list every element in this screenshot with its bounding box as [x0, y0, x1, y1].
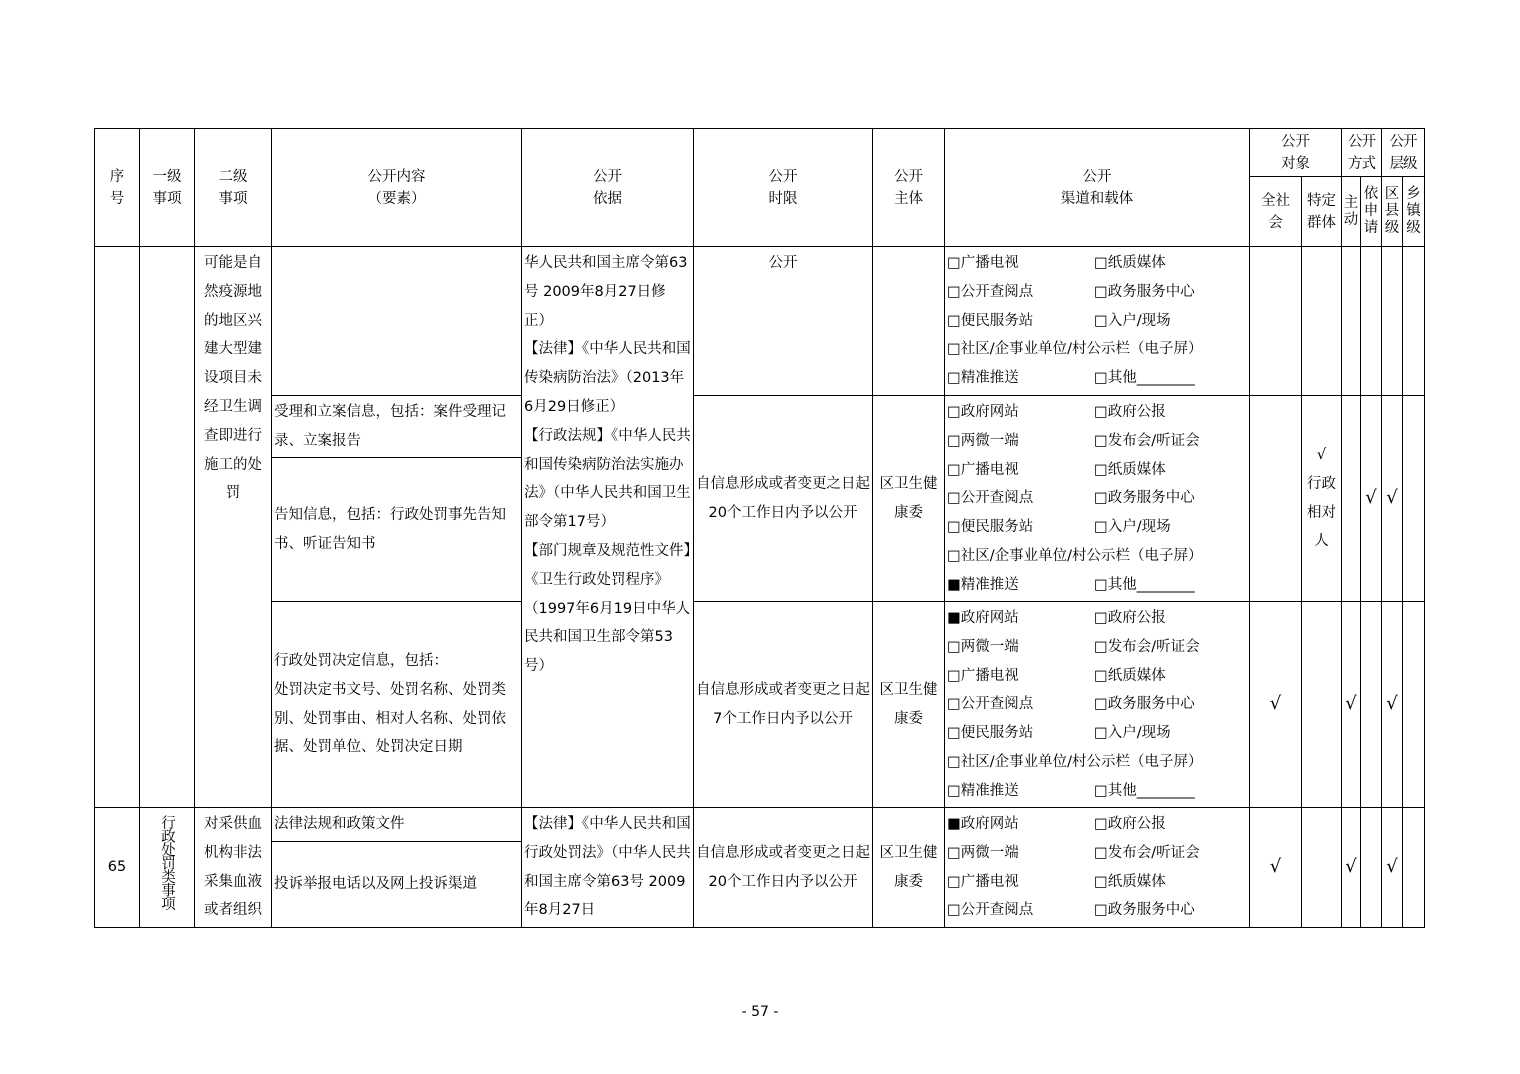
channel-option: □入户/现场 [1094, 519, 1171, 536]
subject-cell: 区卫生健康委 [873, 602, 945, 808]
tier-town-cell [1403, 602, 1425, 808]
channel-option-row [947, 868, 1247, 897]
content-cell: 投诉举报电话以及网上投诉渠道 [272, 842, 522, 928]
target-specific-cell [1302, 808, 1342, 928]
channel-option-row [947, 307, 1247, 336]
channel-option-row [947, 633, 1247, 662]
header-level2: 二级 事项 [195, 129, 272, 247]
mode-active-check: √ [1342, 808, 1361, 928]
channel-option: □发布会/听证会 [1094, 432, 1200, 449]
channel-option-row [947, 456, 1247, 485]
disclosure-table [94, 128, 1425, 928]
channel-option-row [947, 810, 1247, 839]
channel-option: □政务服务中心 [1094, 902, 1195, 919]
content-cell: 受理和立案信息，包括：案件受理记录、立案报告 [272, 396, 522, 458]
channel-option-row [947, 719, 1247, 748]
channel-option: □发布会/听证会 [1094, 638, 1200, 655]
channel-option: ■政府网站 [947, 610, 1019, 626]
channel-option: □入户/现场 [1094, 312, 1171, 329]
channel-option: □政务服务中心 [1094, 490, 1195, 507]
channel-option-row [947, 542, 1247, 571]
channel-option: □广播电视 [947, 255, 1019, 271]
target-specific-cell: √ 行政 相对 人 [1302, 396, 1342, 602]
seq-cell [95, 247, 140, 808]
header-tier-town: 乡 镇 级 [1403, 177, 1425, 247]
subject-cell [873, 247, 945, 396]
channel-option: □社区/企事业单位/村公示栏（电子屏） [947, 753, 1203, 770]
channel-option-row [947, 604, 1247, 633]
channel-option-row [947, 777, 1247, 806]
limit-cell: 公开 [694, 247, 873, 396]
target-specific-cell [1302, 602, 1342, 808]
channel-option: □政府公报 [1094, 816, 1166, 832]
tier-town-cell [1403, 396, 1425, 602]
level2-cell: 对采供血机构非法采集血液或者组织 [195, 808, 272, 928]
channel-option: □公开查阅点 [947, 490, 1034, 507]
subject-cell: 区卫生健康委 [873, 396, 945, 602]
level1-cell [140, 808, 195, 928]
channel-option: □广播电视 [947, 873, 1019, 890]
channel-option: □纸质媒体 [1094, 255, 1166, 271]
channel-option: ■精准推送 [947, 576, 1019, 593]
target-all-cell [1250, 247, 1302, 396]
channel-cell [945, 602, 1250, 808]
mode-active-cell [1342, 247, 1361, 396]
target-all-cell [1250, 396, 1302, 602]
channel-option: □社区/企事业单位/村公示栏（电子屏） [947, 341, 1203, 358]
seq-number: 65 [95, 808, 140, 928]
channel-option: □纸质媒体 [1094, 667, 1166, 684]
channel-option-row [947, 398, 1247, 427]
limit-cell: 自信息形成或者变更之日起20个工作日内予以公开 [694, 396, 873, 602]
channel-option-row [947, 427, 1247, 456]
mode-request-cell [1361, 247, 1382, 396]
channel-option: □公开查阅点 [947, 902, 1034, 919]
channel-option: □发布会/听证会 [1094, 844, 1200, 861]
basis-cell: 华人民共和国主席令第63号 2009年8月27日修正） 【法律】《中华人民共和国传染病防治法》（2013年6月29日修正） 【行政法规】《中华人民共和国传染病防治法实施办法》（中华人民共和国卫生部令第17号） 【部门规章及规范性文件】《卫生行政处罚程序》（1997年6月19日中华人民共和国卫生部令第53号） [522, 247, 694, 808]
header-mode-active: 主 动 [1342, 177, 1361, 247]
channel-option-row [947, 278, 1247, 307]
header-target: 公开 对象 [1250, 129, 1342, 177]
channel-option-row [947, 335, 1247, 364]
content-cell-empty [272, 247, 522, 396]
header-subject: 公开 主体 [873, 129, 945, 247]
content-cell: 行政处罚决定信息，包括： 处罚决定书文号、处罚名称、处罚类别、处罚事由、相对人名称、处罚依据、处罚单位、处罚决定日期 [272, 602, 522, 808]
page-number: - 57 - [741, 1004, 779, 1020]
header-limit: 公开 时限 [694, 129, 873, 247]
mode-active-cell [1342, 396, 1361, 602]
channel-option: □政府公报 [1094, 404, 1166, 420]
channel-option: □公开查阅点 [947, 696, 1034, 713]
subject-cell: 区卫生健康委 [873, 808, 945, 928]
channel-cell [945, 808, 1250, 928]
tier-county-cell [1382, 247, 1403, 396]
channel-option: □纸质媒体 [1094, 873, 1166, 890]
header-tier-county: 区 县 级 [1382, 177, 1403, 247]
channel-option: □公开查阅点 [947, 283, 1034, 300]
header-content: 公开内容 （要素） [272, 129, 522, 247]
target-all-check: √ [1250, 808, 1302, 928]
channel-option: □政务服务中心 [1094, 696, 1195, 713]
header-tier: 公开 层级 [1382, 129, 1425, 177]
header-seq: 序 号 [95, 129, 140, 247]
level1-label: 行政处罚类事项 [159, 814, 175, 910]
channel-option: □广播电视 [947, 667, 1019, 684]
channel-option: □精准推送 [947, 370, 1019, 387]
tier-county-check: √ [1382, 808, 1403, 928]
channel-option: □入户/现场 [1094, 725, 1171, 742]
mode-request-cell [1361, 808, 1382, 928]
header-target-specific: 特定 群体 [1302, 177, 1342, 247]
channel-cell [945, 247, 1250, 396]
channel-option: □社区/企事业单位/村公示栏（电子屏） [947, 547, 1203, 564]
mode-request-check: √ [1361, 396, 1382, 602]
level2-cell: 可能是自然疫源地的地区兴建大型建设项目未经卫生调查即进行施工的处罚 [195, 247, 272, 808]
channel-option: □其他________ [1094, 782, 1195, 799]
channel-option: □精准推送 [947, 782, 1019, 799]
header-channel: 公开 渠道和载体 [945, 129, 1250, 247]
channel-option: □两微一端 [947, 432, 1019, 449]
channel-option: □其他________ [1094, 576, 1195, 593]
channel-option-row [947, 662, 1247, 691]
header-level1: 一级 事项 [140, 129, 195, 247]
mode-active-check: √ [1342, 602, 1361, 808]
tier-town-cell [1403, 247, 1425, 396]
channel-option-row [947, 571, 1247, 600]
mode-request-cell [1361, 602, 1382, 808]
limit-cell: 自信息形成或者变更之日起7个工作日内予以公开 [694, 602, 873, 808]
tier-town-cell [1403, 808, 1425, 928]
level1-cell [140, 247, 195, 808]
channel-cell [945, 396, 1250, 602]
header-basis: 公开 依据 [522, 129, 694, 247]
channel-option: □广播电视 [947, 461, 1019, 478]
channel-option-row [947, 484, 1247, 513]
channel-option: □其他________ [1094, 370, 1195, 387]
target-all-check: √ [1250, 602, 1302, 808]
channel-option: □便民服务站 [947, 725, 1034, 742]
channel-option: □便民服务站 [947, 519, 1034, 536]
tier-county-check: √ [1382, 602, 1403, 808]
channel-option-row [947, 896, 1247, 925]
basis-cell: 【法律】《中华人民共和国行政处罚法》（中华人民共和国主席令第63号 2009年8月27日 [522, 808, 694, 928]
target-specific-cell [1302, 247, 1342, 396]
channel-option: ■政府网站 [947, 816, 1019, 832]
channel-option: □两微一端 [947, 844, 1019, 861]
tier-county-check: √ [1382, 396, 1403, 602]
channel-option-row [947, 748, 1247, 777]
header-target-all: 全社 会 [1250, 177, 1302, 247]
channel-option: □两微一端 [947, 638, 1019, 655]
header-mode: 公开 方式 [1342, 129, 1382, 177]
channel-option: □便民服务站 [947, 312, 1034, 329]
channel-option: □政府公报 [1094, 610, 1166, 626]
channel-option: □政府网站 [947, 404, 1019, 420]
channel-option-row [947, 839, 1247, 868]
channel-option: □政务服务中心 [1094, 283, 1195, 300]
header-mode-request: 依 申 请 [1361, 177, 1382, 247]
channel-option: □纸质媒体 [1094, 461, 1166, 478]
content-cell: 告知信息，包括：行政处罚事先告知书、听证告知书 [272, 458, 522, 602]
channel-option-row [947, 513, 1247, 542]
limit-cell: 自信息形成或者变更之日起20个工作日内予以公开 [694, 808, 873, 928]
channel-option-row [947, 249, 1247, 278]
channel-option-row [947, 364, 1247, 393]
channel-option-row [947, 690, 1247, 719]
content-cell: 法律法规和政策文件 [272, 808, 522, 842]
